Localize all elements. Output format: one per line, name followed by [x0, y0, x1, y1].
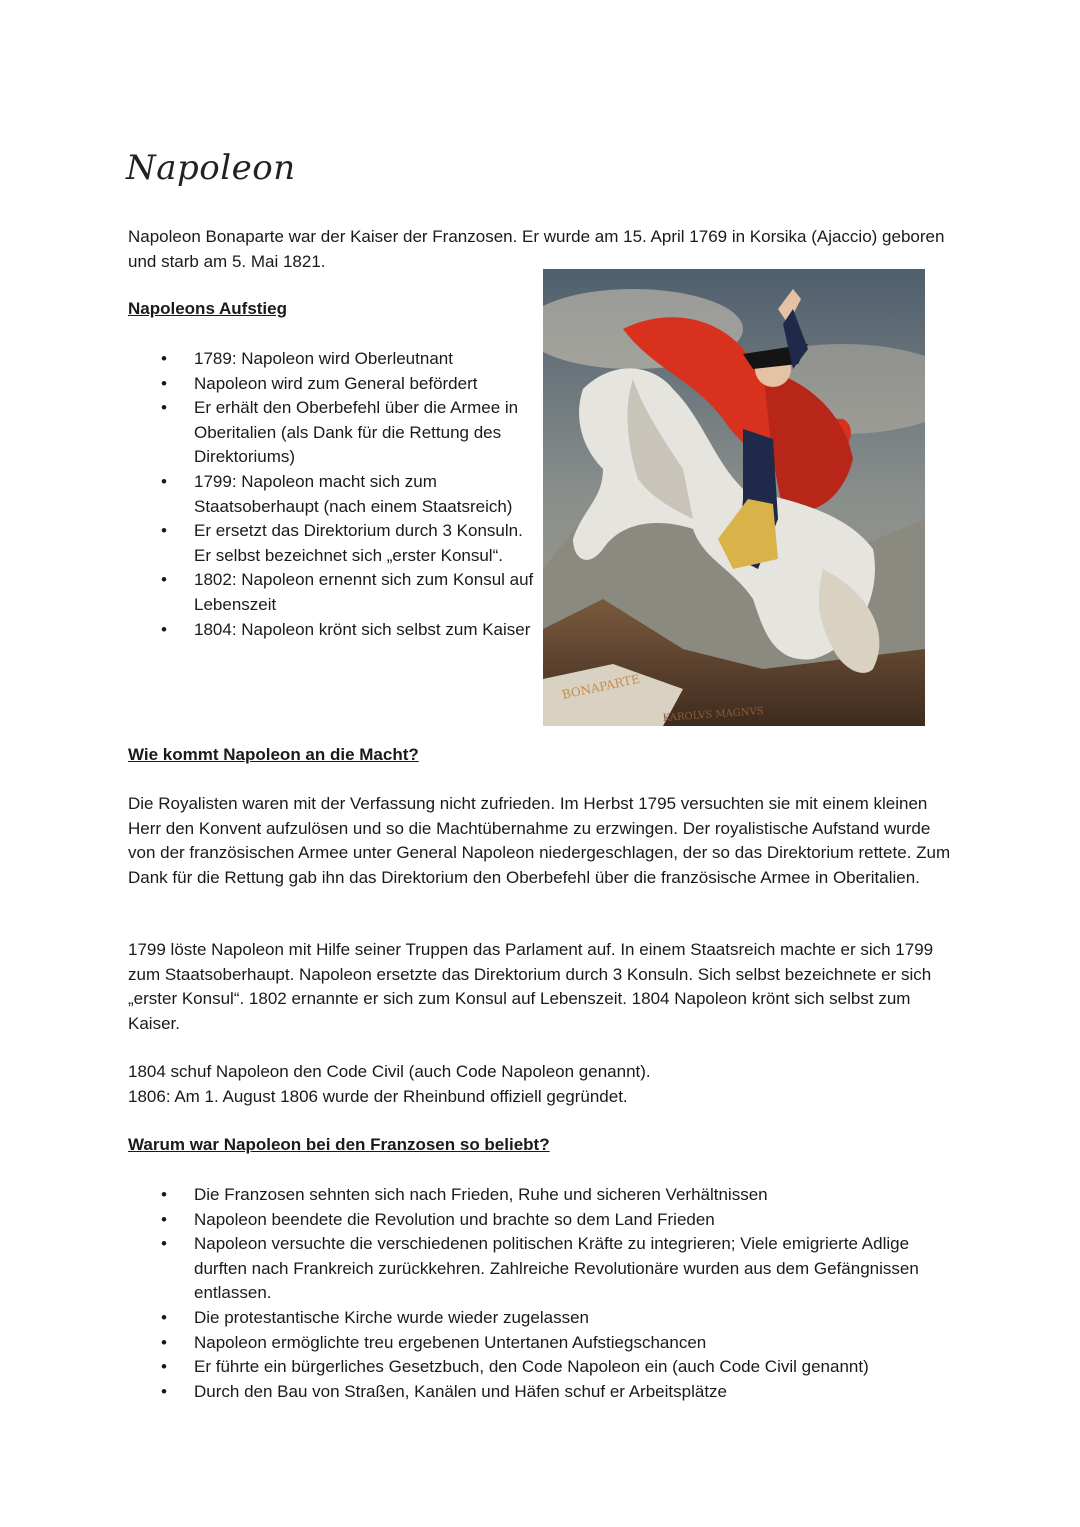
- bullet-icon: •: [161, 570, 167, 590]
- bullet-icon: •: [161, 349, 167, 368]
- rheinbund-line: 1806: Am 1. August 1806 wurde der Rheinbund offiziell gegründet.: [128, 1086, 628, 1106]
- beliebt-list: [128, 1183, 938, 1404]
- list-item: • Napoleon versuchte die verschiedenen politischen Kräfte zu integrieren; Viele emigrierte Adlige durften nach Frankreich zurückkehren. Zahlreiche Revolutionäre wurden aus dem Gefängnissen entlassen.: [161, 1234, 919, 1303]
- list-item: • Durch den Bau von Straßen, Kanälen und Häfen schuf er Arbeitsplätze: [128, 1380, 938, 1405]
- list-item: • Die Franzosen sehnten sich nach Frieden, Ruhe und sicheren Verhältnissen: [128, 1183, 938, 1208]
- list-item: • 1804: Napoleon krönt sich selbst zum Kaiser: [128, 618, 538, 643]
- list-item: • 1799: Napoleon macht sich zum Staatsoberhaupt (nach einem Staatsreich): [161, 471, 513, 516]
- list-item: • Er ersetzt das Direktorium durch 3 Konsuln. Er selbst bezeichnet sich „erster Konsul“.: [161, 521, 523, 565]
- list-item: • 1789: Napoleon wird Oberleutnant: [128, 347, 538, 372]
- macht-paragraph-1: Die Royalisten waren mit der Verfassung nicht zufrieden. Im Herbst 1795 versuchten sie mit einem kleinen Herr den Konvent aufzulösen und so die Machtübernahme zu erzwingen. Der royalistische Aufstand wurde von der französischen Armee unter General Napoleon niedergeschlagen, der so das Direktorium rettete. Zum Dank für die Rettung gab ihn das Direktorium den Oberbefehl über die französische Armee in Oberitalien.: [128, 794, 951, 887]
- bullet-icon: •: [161, 1357, 167, 1377]
- list-item: • Napoleon wird zum General befördert: [128, 372, 538, 397]
- list-item: • Er führte ein bürgerliches Gesetzbuch, den Code Napoleon ein (auch Code Civil genannt): [128, 1355, 938, 1380]
- bullet-icon: •: [161, 1307, 167, 1327]
- aufstieg-list: [128, 347, 538, 642]
- bullet-icon: •: [161, 1381, 167, 1401]
- list-item: • Napoleon ermöglichte treu ergebenen Untertanen Aufstiegschancen: [128, 1331, 938, 1356]
- list-item: • Napoleon beendete die Revolution und brachte so dem Land Frieden: [128, 1208, 938, 1233]
- section-heading-aufstieg: Napoleons Aufstieg: [128, 299, 287, 318]
- list-item: • Die protestantische Kirche wurde wieder zugelassen: [128, 1306, 938, 1331]
- list-item: • 1802: Napoleon ernennt sich zum Konsul auf Lebenszeit: [161, 570, 534, 614]
- bullet-icon: •: [161, 1185, 167, 1204]
- macht-paragraph-3: [128, 1060, 958, 1109]
- bullet-icon: •: [161, 398, 167, 418]
- napoleon-painting: [543, 269, 925, 726]
- bullet-icon: •: [161, 619, 167, 639]
- bullet-icon: •: [161, 373, 167, 393]
- section-heading-beliebt: Warum war Napoleon bei den Franzosen so beliebt?: [128, 1135, 550, 1154]
- bullet-icon: •: [161, 1234, 167, 1254]
- bullet-icon: •: [161, 521, 167, 541]
- bullet-icon: •: [161, 1332, 167, 1352]
- svg-text:KAROLVS MAGNVS: KAROLVS MAGNVS: [662, 705, 764, 724]
- bullet-icon: •: [161, 471, 167, 491]
- macht-paragraph-2: 1799 löste Napoleon mit Hilfe seiner Truppen das Parlament auf. In einem Staatsreich machte er sich 1799 zum Staatsoberhaupt. Napoleon ersetzte das Direktorium durch 3 Konsuln. Sich selbst bezeichnete er sich „erster Konsul“. 1802 ernannte er sich zum Konsul auf Lebenszeit. 1804 Napoleon krönt sich selbst zum Kaiser.: [128, 940, 934, 1033]
- svg-text:BONAPARTE: BONAPARTE: [560, 671, 642, 702]
- list-item: • Er erhält den Oberbefehl über die Armee in Oberitalien (als Dank für die Rettung des Direktoriums): [161, 398, 519, 467]
- bullet-icon: •: [161, 1209, 167, 1229]
- intro-paragraph: Napoleon Bonaparte war der Kaiser der Franzosen. Er wurde am 15. April 1769 in Korsika (Ajaccio) geboren und starb am 5. Mai 1821.: [128, 227, 945, 271]
- code-civil-line: 1804 schuf Napoleon den Code Civil (auch Code Napoleon genannt).: [128, 1062, 651, 1081]
- section-heading-macht: Wie kommt Napoleon an die Macht?: [128, 745, 419, 764]
- page-title: Napoleon: [126, 148, 296, 188]
